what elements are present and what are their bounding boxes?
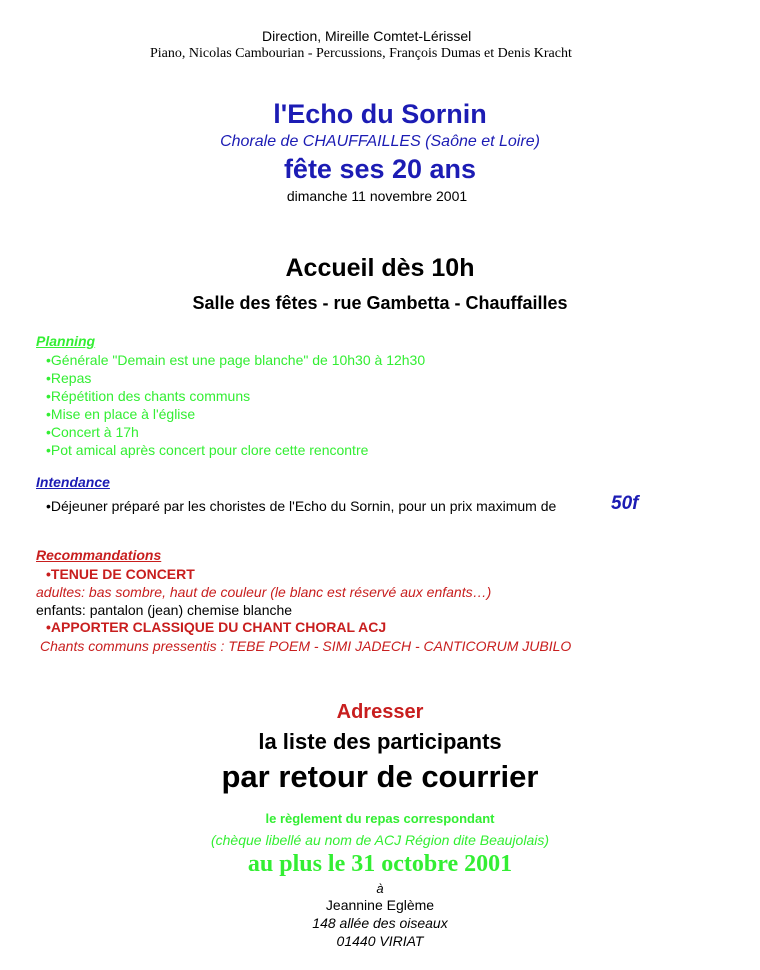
event-date: dimanche 11 novembre 2001	[286, 188, 468, 204]
recommandations-heading: Recommandations	[36, 547, 162, 563]
recipient-city: 01440 VIRIAT	[336, 933, 424, 949]
adresser-title: Adresser	[336, 701, 424, 723]
participants-list: la liste des participants	[258, 729, 502, 754]
tenue-de-concert: •TENUE DE CONCERT	[46, 566, 195, 582]
planning-item: •Générale "Demain est une page blanche" de 10h30 à 12h30	[46, 352, 426, 368]
planning-item: •Repas	[46, 370, 92, 386]
cheque-note: (chèque libellé au nom de ACJ Région dite Beaujolais)	[210, 832, 550, 848]
musicians-credit: Piano, Nicolas Cambourian - Percussions, François Dumas et Denis Kracht	[150, 46, 572, 61]
adultes-note: adultes: bas sombre, haut de couleur (le blanc est réservé aux enfants…)	[36, 584, 492, 600]
welcome-title: Accueil dès 10h	[285, 254, 475, 282]
classique-note: •APPORTER CLASSIQUE DU CHANT CHORAL ACJ	[46, 619, 387, 635]
enfants-note: enfants: pantalon (jean) chemise blanche	[36, 602, 293, 618]
direction-credit: Direction, Mireille Comtet-Lérissel	[262, 28, 472, 44]
event-anniversary: fête ses 20 ans	[283, 154, 477, 184]
intendance-text: •Déjeuner préparé par les choristes de l'Echo du Sornin, pour un prix maximum de	[46, 498, 557, 514]
intendance-price: 50f	[611, 493, 639, 514]
recipient-street: 148 allée des oiseaux	[312, 915, 448, 931]
event-subtitle: Chorale de CHAUFFAILLES (Saône et Loire)	[220, 133, 540, 150]
intendance-heading: Intendance	[36, 474, 110, 490]
deadline: au plus le 31 octobre 2001	[247, 851, 513, 877]
planning-item: •Mise en place à l'église	[46, 406, 196, 422]
retour-courrier: par retour de courrier	[221, 759, 539, 794]
welcome-venue: Salle des fêtes - rue Gambetta - Chauffailles	[192, 293, 568, 313]
planning-item: •Concert à 17h	[46, 424, 139, 440]
reglement-repas: le règlement du repas correspondant	[265, 811, 495, 826]
planning-heading: Planning	[36, 333, 96, 349]
event-title: l'Echo du Sornin	[273, 99, 487, 129]
planning-item: •Répétition des chants communs	[46, 388, 251, 404]
recipient-name: Jeannine Eglème	[325, 897, 435, 913]
chants-communs: Chants communs pressentis : TEBE POEM - SIMI JADECH - CANTICORUM JUBILO	[40, 638, 572, 654]
planning-item: •Pot amical après concert pour clore cette rencontre	[46, 442, 369, 458]
address-a: à	[376, 881, 384, 896]
